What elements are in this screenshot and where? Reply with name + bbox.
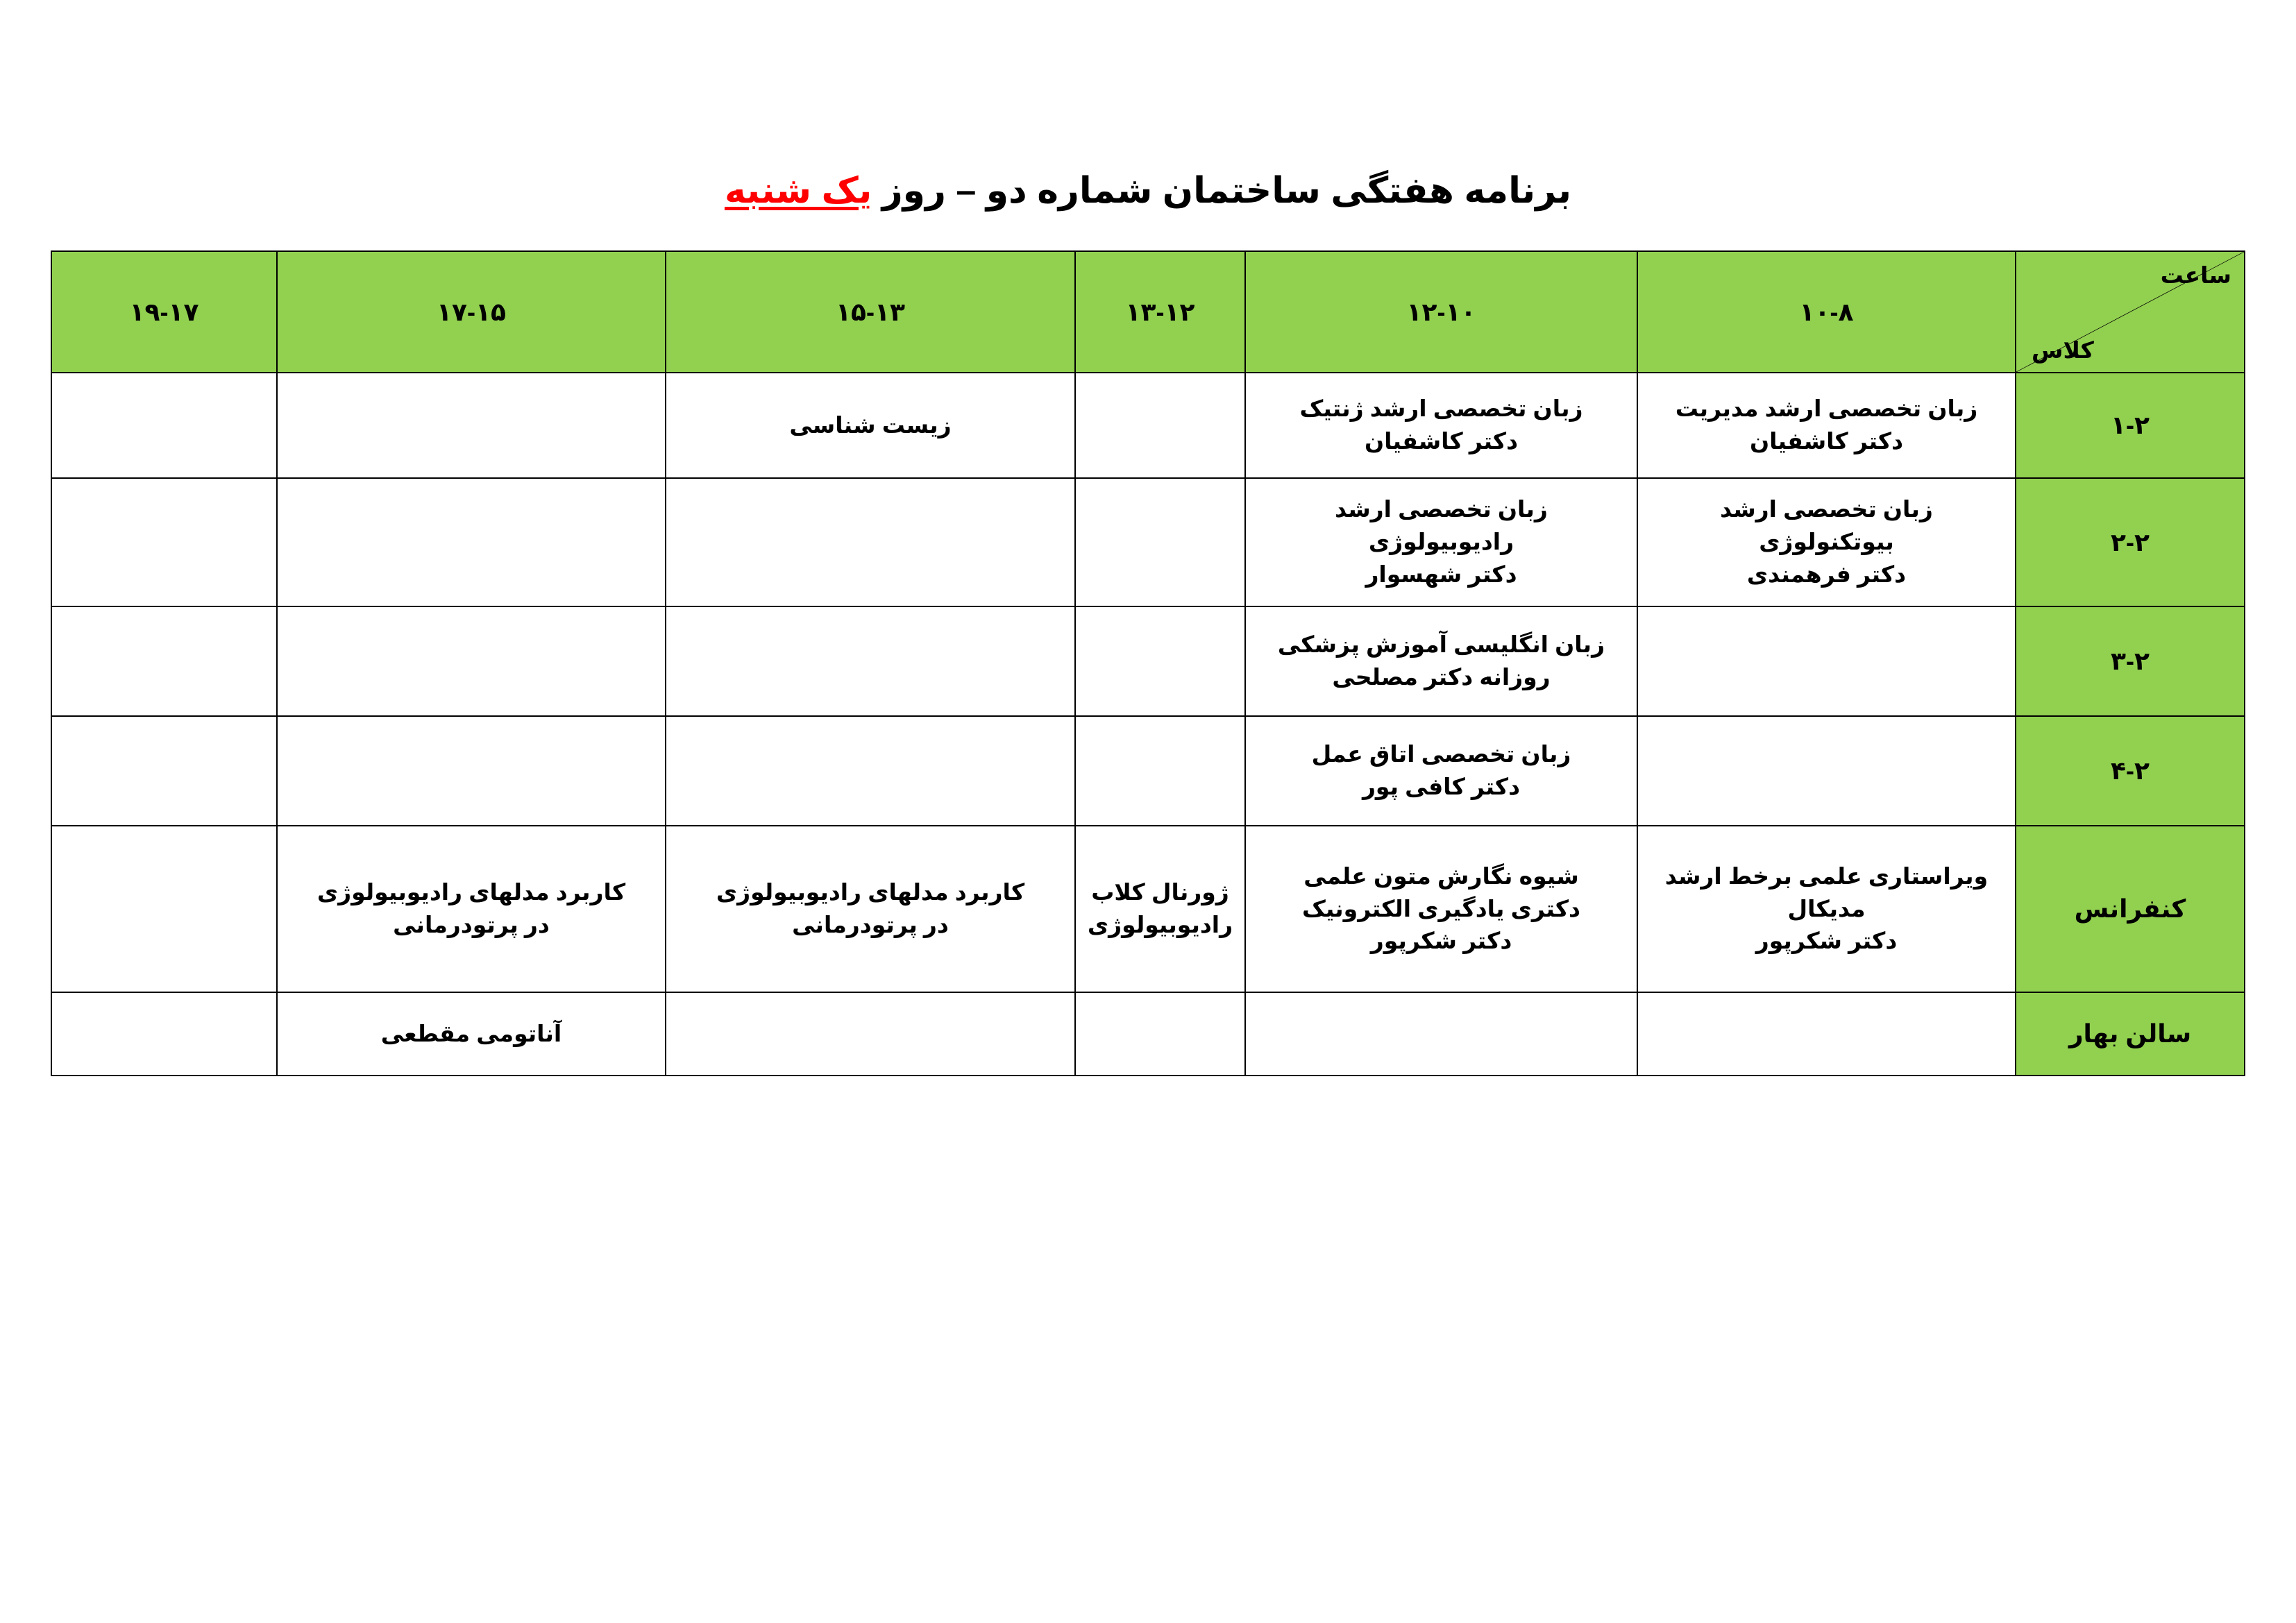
- row-label-class-2-2: ۲-۲: [2016, 478, 2245, 606]
- row-label-class-3-2: ۳-۲: [2016, 606, 2245, 716]
- cell-bahar-hall-8-10: [1637, 992, 2016, 1076]
- cell-class-4-2-13-15: [666, 716, 1075, 826]
- row-label-conference: کنفرانس: [2016, 826, 2245, 992]
- cell-class-3-2-13-15: [666, 606, 1075, 716]
- table-row: [51, 606, 2245, 716]
- table-row: [51, 373, 2245, 478]
- cell-class-2-2-10-12: زبان تخصصی ارشد رادیوبیولوژی دکتر شهسوار: [1245, 478, 1637, 606]
- cell-conference-12-13: ژورنال کلاب رادیوبیولوژی: [1075, 826, 1245, 992]
- cell-bahar-hall-17-19: [51, 992, 277, 1076]
- header-time-12-13: ۱۳-۱۲: [1075, 251, 1245, 373]
- cell-class-3-2-15-17: [277, 606, 666, 716]
- cell-class-4-2-15-17: [277, 716, 666, 826]
- cell-class-2-2-13-15: [666, 478, 1075, 606]
- cell-conference-15-17: کاربرد مدلهای رادیوبیولوژی در پرتودرمانی: [277, 826, 666, 992]
- table-row: [51, 826, 2245, 992]
- header-time-10-12: ۱۲-۱۰: [1245, 251, 1637, 373]
- table-row: [51, 716, 2245, 826]
- title-container: [0, 0, 2296, 212]
- weekly-schedule-table: [51, 250, 2245, 1076]
- header-corner-class-label: کلاس: [2032, 337, 2094, 363]
- cell-conference-10-12: شیوه نگارش متون علمی دکتری یادگیری الکترونیک دکتر شکرپور: [1245, 826, 1637, 992]
- cell-class-3-2-12-13: [1075, 606, 1245, 716]
- cell-class-4-2-10-12: زبان تخصصی اتاق عمل دکتر کافی پور: [1245, 716, 1637, 826]
- cell-class-2-2-17-19: [51, 478, 277, 606]
- page-title-main: برنامه هفتگی ساختمان شماره دو – روز: [872, 171, 1572, 211]
- page-title-day: یک شنبه: [724, 171, 872, 211]
- table-row: [51, 992, 2245, 1076]
- cell-bahar-hall-10-12: [1245, 992, 1637, 1076]
- cell-conference-13-15: کاربرد مدلهای رادیوبیولوژی در پرتودرمانی: [666, 826, 1075, 992]
- page-title: [725, 170, 1571, 212]
- cell-class-4-2-8-10: [1637, 716, 2016, 826]
- cell-class-1-2-17-19: [51, 373, 277, 478]
- cell-conference-8-10: ویراستاری علمی برخط ارشد مدیکال دکتر شکرپور: [1637, 826, 2016, 992]
- cell-class-3-2-8-10: [1637, 606, 2016, 716]
- row-label-class-4-2: ۴-۲: [2016, 716, 2245, 826]
- cell-class-2-2-12-13: [1075, 478, 1245, 606]
- cell-class-3-2-17-19: [51, 606, 277, 716]
- header-corner-hour-label: ساعت: [2160, 262, 2231, 288]
- cell-conference-17-19: [51, 826, 277, 992]
- header-time-17-19: ۱۹-۱۷: [51, 251, 277, 373]
- cell-class-1-2-15-17: [277, 373, 666, 478]
- header-corner-cell: [2016, 251, 2245, 373]
- header-time-13-15: ۱۵-۱۳: [666, 251, 1075, 373]
- cell-class-4-2-12-13: [1075, 716, 1245, 826]
- cell-bahar-hall-15-17: آناتومی مقطعی: [277, 992, 666, 1076]
- table-row: [51, 478, 2245, 606]
- cell-bahar-hall-12-13: [1075, 992, 1245, 1076]
- cell-bahar-hall-13-15: [666, 992, 1075, 1076]
- cell-class-1-2-10-12: زبان تخصصی ارشد ژنتیک دکتر کاشفیان: [1245, 373, 1637, 478]
- cell-class-4-2-17-19: [51, 716, 277, 826]
- cell-class-3-2-10-12: زبان انگلیسی آموزش پزشکی روزانه دکتر مصلحی: [1245, 606, 1637, 716]
- row-label-class-1-2: ۱-۲: [2016, 373, 2245, 478]
- header-time-8-10: ۱۰-۸: [1637, 251, 2016, 373]
- cell-class-1-2-13-15: زیست شناسی: [666, 373, 1075, 478]
- cell-class-1-2-12-13: [1075, 373, 1245, 478]
- cell-class-2-2-8-10: زبان تخصصی ارشد بیوتکنولوژی دکتر فرهمندی: [1637, 478, 2016, 606]
- header-time-15-17: ۱۷-۱۵: [277, 251, 666, 373]
- table-header-row: [51, 251, 2245, 373]
- cell-class-2-2-15-17: [277, 478, 666, 606]
- cell-class-1-2-8-10: زبان تخصصی ارشد مدیریت دکتر کاشفیان: [1637, 373, 2016, 478]
- row-label-bahar-hall: سالن بهار: [2016, 992, 2245, 1076]
